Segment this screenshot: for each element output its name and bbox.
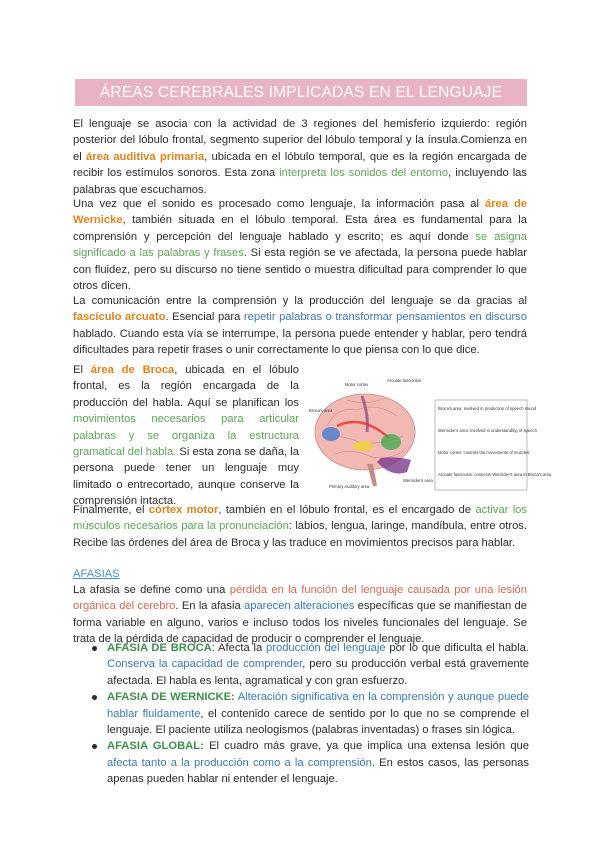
- aphasia-types-list: [73, 640, 529, 788]
- paragraph-afasias: [73, 582, 527, 648]
- text: , ubicada en el lóbulo temporal, que es la región encargada de recibir los estímulos sonoros. Esta zona: [73, 150, 527, 180]
- highlight-term: área de Wernicke: [73, 198, 527, 227]
- highlight-phrase: pérdida en la función del lenguaje causada por una lesión orgánica del cerebro: [73, 584, 527, 613]
- list-item-wernicke: [73, 689, 529, 738]
- highlight-term: área auditiva primaria: [86, 150, 205, 163]
- text: Finalmente, el: [73, 504, 149, 516]
- highlight-phrase: movimientos necesarios para articular palabras y se organiza la estructura gramatical del habla.: [73, 413, 299, 459]
- highlight-phrase: se asigna significado a las palabras y frases: [73, 230, 527, 260]
- text: , también en el lóbulo frontal, es el encargado de: [218, 504, 476, 516]
- figure-label-broca: Broca's area: [309, 408, 333, 413]
- text: , pero su producción verbal está gravemente afectada. El habla es lenta, agramatical y con gran esfuerzo.: [107, 658, 529, 687]
- text: El cuadro más grave, ya que implica una extensa lesión que: [203, 740, 529, 753]
- figure-label-arcuate: Arcuate fasciculus: [387, 378, 421, 383]
- paragraph-motor-cortex: [73, 502, 527, 551]
- page-title: ÁREAS CEREBRALES IMPLICADAS EN EL LENGUAJE: [75, 79, 527, 106]
- bullet-dot: [92, 744, 97, 749]
- bullet-dot: [92, 646, 97, 651]
- list-item-broca: [73, 640, 529, 689]
- highlight-term: córtex motor: [148, 504, 219, 516]
- text: El lenguaje se asocia con la actividad de 3 regiones del hemisferio izquierdo: región posterior del lóbulo frontal, segmento superior del lóbulo temporal y la ínsula.Comienza en el: [73, 118, 527, 163]
- cerebellum-shape: [377, 457, 411, 473]
- afasias-link[interactable]: AFASIAS: [73, 568, 120, 580]
- bullet-label: AFASIA GLOBAL:: [107, 740, 204, 753]
- paragraph-auditory: [73, 116, 527, 198]
- section-heading-afasias[interactable]: [73, 566, 527, 582]
- text: La comunicación entre la comprensión y la producción del lenguaje se da gracias al: [73, 295, 527, 307]
- paragraph-wernicke: [73, 196, 527, 294]
- wernicke-area-shape: [381, 434, 401, 450]
- figure-legend-item: Wernicke's area: involved in understanding of speech: [438, 428, 537, 433]
- text: por lo que dificulta el habla.: [385, 642, 529, 654]
- figure-legend-item: Broca's area: involved in production of speech sound: [438, 406, 537, 411]
- highlight-phrase: aparecen alteraciones: [244, 600, 355, 613]
- figure-legend-item: Arcuate fasciculus: connects Wernicke's area to Broca's area: [438, 472, 552, 477]
- text: Una vez que el sonido es procesado como lenguaje, la información pasa al: [73, 198, 485, 210]
- text: : labios, lengua, laringe, mandíbula, entre otros. Recibe las órdenes del área de Broca y las traduce en movimientos precisos para hablar.: [73, 520, 527, 549]
- auditory-area-shape: [353, 441, 373, 451]
- figure-legend-item: Motor cortex: controls the movements of muscles: [438, 450, 530, 455]
- text: Si esta zona se daña, la persona puede tener un lenguaje muy limitado o entrecortado, aunque conserve la comprensión intacta.: [73, 446, 299, 508]
- text: hablado. Cuando esta vía se interrumpe, la persona puede entender y hablar, pero tendrá dificultades para repetir frases o unir correctamente lo que piensa con lo que dice.: [73, 327, 527, 357]
- text: . En estos casos, las personas apenas pueden hablar ni entender el lenguaje.: [107, 756, 529, 786]
- text: , también situada en el lóbulo temporal. Esta área es fundamental para la comprensión y percepción del lenguaje hablado y escrito; es aquí donde: [73, 214, 527, 243]
- text: , ubicada en el lóbulo frontal, es la región encargada de la producción del habla. Aquí se planifican los: [73, 364, 299, 409]
- paragraph-arcuate: [73, 293, 527, 359]
- list-item-global: [73, 738, 529, 787]
- highlight-phrase: producción del lenguaje: [266, 642, 386, 654]
- bullet-dot: [92, 695, 97, 700]
- text: , el contenido carece de sentido por lo que no se comprende el lenguaje. El paciente utiliza neologismos (palabras inventadas) o frases sin lógica.: [107, 707, 530, 737]
- bullet-label: AFASIA DE BROCA: [107, 642, 212, 654]
- text: La afasia se define como una: [73, 584, 230, 596]
- text: , incluyendo las palabras que escuchamos.: [73, 167, 527, 196]
- highlight-term: fascículo arcuato: [73, 311, 166, 324]
- broca-area-shape: [322, 427, 340, 441]
- text: . Si esta región se ve afectada, la persona puede hablar con fluidez, pero su discurso no tiene sentido o muestra dificultad para comprender lo que otros dicen.: [73, 247, 528, 293]
- text: específicas que se manifiestan de forma variable en alguno, varios e incluso todos los niveles funcionales del lenguaje. Se trata de la pérdida de capacidad de producir o comprender el lenguaje.: [73, 600, 527, 646]
- text: El: [73, 364, 91, 376]
- highlight-term: área de Broca: [90, 364, 175, 376]
- bullet-label: AFASIA DE WERNICKE:: [107, 691, 235, 704]
- highlight-phrase: interpreta los sonidos del entorno: [279, 167, 449, 180]
- highlight-phrase: activar los músculos necesarios para la pronunciación: [73, 504, 527, 533]
- text: : Afecta la: [211, 642, 267, 654]
- highlight-phrase: Alteración significativa en la comprensión y aunque puede hablar fluidamente: [107, 691, 530, 720]
- figure-label-wernicke: Wernicke's area: [403, 478, 433, 483]
- highlight-phrase: repetir palabras o transformar pensamientos en discurso: [243, 311, 527, 324]
- highlight-phrase: afecta tanto a la producción como a la comprensión: [107, 756, 372, 769]
- text: . En la afasia: [175, 600, 245, 613]
- figure-label-primary: Primary Auditory area: [329, 484, 370, 489]
- brain-language-areas-figure: [307, 376, 552, 496]
- text: . Esencial para: [165, 311, 244, 324]
- paragraph-broca: [73, 362, 299, 510]
- figure-label-motor: Motor cortex: [345, 382, 369, 387]
- highlight-phrase: Conserva la capacidad de comprender: [107, 658, 303, 671]
